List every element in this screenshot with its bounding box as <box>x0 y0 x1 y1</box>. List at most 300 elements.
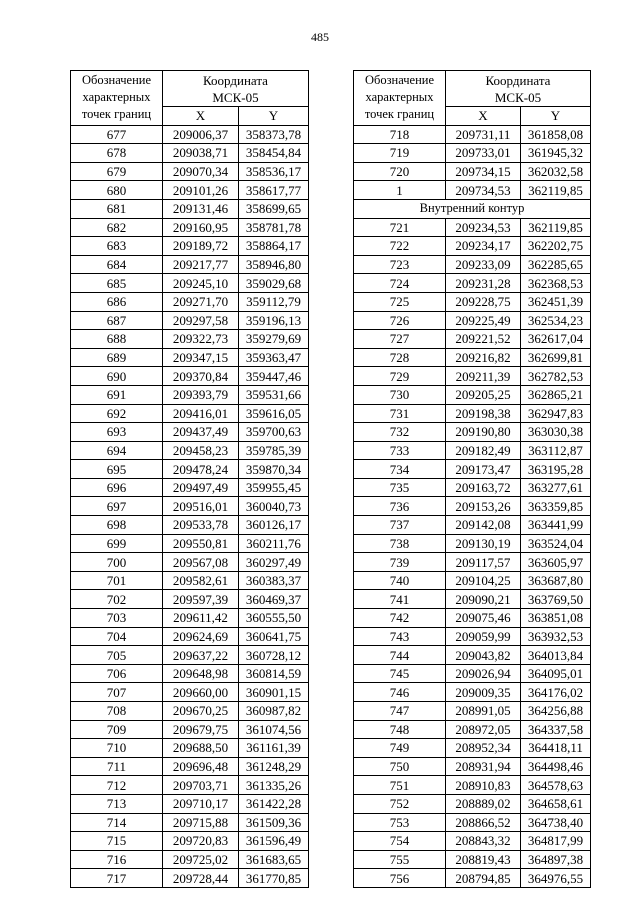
y-coordinate-cell: 363195,28 <box>521 460 591 479</box>
table-row <box>354 702 591 721</box>
x-coordinate-cell: 209733,01 <box>446 144 521 163</box>
y-coordinate-cell: 359279,69 <box>239 330 309 349</box>
point-number-cell: 684 <box>71 255 163 274</box>
y-coordinate-cell: 362617,04 <box>521 330 591 349</box>
y-coordinate-cell: 364176,02 <box>521 683 591 702</box>
x-coordinate-cell: 209478,24 <box>163 460 239 479</box>
x-coordinate-cell: 209734,53 <box>446 181 521 200</box>
point-number-cell: 683 <box>71 237 163 256</box>
table-row <box>71 255 309 274</box>
point-label-header <box>354 71 446 126</box>
point-number-cell: 712 <box>71 776 163 795</box>
x-coordinate-cell: 209624,69 <box>163 627 239 646</box>
table-row <box>71 702 309 721</box>
y-coordinate-cell: 359955,45 <box>239 478 309 497</box>
x-coordinate-cell: 209497,49 <box>163 478 239 497</box>
x-coordinate-cell: 209075,46 <box>446 609 521 628</box>
table-row <box>71 664 309 683</box>
y-coordinate-cell: 364256,88 <box>521 702 591 721</box>
table-row <box>354 385 591 404</box>
point-number-cell: 689 <box>71 348 163 367</box>
point-number-cell: 711 <box>71 757 163 776</box>
x-coordinate-cell: 209225,49 <box>446 311 521 330</box>
table-row <box>71 478 309 497</box>
point-number-cell: 685 <box>71 274 163 293</box>
point-number-cell: 681 <box>71 199 163 218</box>
point-number-cell: 726 <box>354 311 446 330</box>
point-number-cell: 699 <box>71 534 163 553</box>
x-coordinate-cell: 209216,82 <box>446 348 521 367</box>
point-number-cell: 742 <box>354 609 446 628</box>
table-row <box>71 553 309 572</box>
coordinate-label-line: МСК-05 <box>494 89 542 105</box>
y-coordinate-cell: 360469,37 <box>239 590 309 609</box>
table-row <box>71 144 309 163</box>
point-number-cell: 755 <box>354 850 446 869</box>
y-coordinate-cell: 360040,73 <box>239 497 309 516</box>
point-number-cell: 734 <box>354 460 446 479</box>
table-row <box>354 125 591 144</box>
y-coordinate-cell: 364658,61 <box>521 794 591 813</box>
y-coordinate-cell: 360901,15 <box>239 683 309 702</box>
x-coordinate-cell: 209234,17 <box>446 237 521 256</box>
table-row <box>71 330 309 349</box>
y-coordinate-cell: 359029,68 <box>239 274 309 293</box>
table-row <box>354 571 591 590</box>
point-number-cell: 688 <box>71 330 163 349</box>
point-number-cell: 719 <box>354 144 446 163</box>
point-number-cell: 678 <box>71 144 163 163</box>
point-number-cell: 729 <box>354 367 446 386</box>
table-row <box>71 423 309 442</box>
x-coordinate-cell: 209550,81 <box>163 534 239 553</box>
x-coordinate-cell: 209660,00 <box>163 683 239 702</box>
y-coordinate-cell: 364578,63 <box>521 776 591 795</box>
x-coordinate-cell: 209582,61 <box>163 571 239 590</box>
x-coordinate-cell: 209322,73 <box>163 330 239 349</box>
x-coordinate-cell: 209458,23 <box>163 441 239 460</box>
point-label-line: характерных <box>365 90 434 105</box>
point-number-cell: 724 <box>354 274 446 293</box>
y-coordinate-cell: 360555,50 <box>239 609 309 628</box>
coordinate-label-line: Координата <box>203 72 268 88</box>
x-coordinate-cell: 209130,19 <box>446 534 521 553</box>
y-coordinate-cell: 363030,38 <box>521 423 591 442</box>
point-number-cell: 677 <box>71 125 163 144</box>
inner-contour-label: Внутренний контур <box>354 199 591 218</box>
x-coordinate-cell: 208843,32 <box>446 832 521 851</box>
table-row <box>354 237 591 256</box>
table-row <box>71 813 309 832</box>
y-coordinate-cell: 358536,17 <box>239 162 309 181</box>
y-coordinate-cell: 360641,75 <box>239 627 309 646</box>
y-coordinate-cell: 361074,56 <box>239 720 309 739</box>
point-label-line: Обозначение <box>364 73 435 88</box>
x-coordinate-cell: 209038,71 <box>163 144 239 163</box>
x-coordinate-cell: 209688,50 <box>163 739 239 758</box>
y-coordinate-cell: 363932,53 <box>521 627 591 646</box>
right-table-body <box>354 125 591 887</box>
point-number-cell: 725 <box>354 292 446 311</box>
table-row <box>354 720 591 739</box>
x-coordinate-cell: 209234,53 <box>446 218 521 237</box>
point-number-cell: 708 <box>71 702 163 721</box>
x-coordinate-cell: 209516,01 <box>163 497 239 516</box>
table-row <box>354 534 591 553</box>
table-row <box>71 199 309 218</box>
y-coordinate-cell: 361683,65 <box>239 850 309 869</box>
table-row <box>354 850 591 869</box>
table-row <box>71 348 309 367</box>
point-number-cell: 709 <box>71 720 163 739</box>
y-coordinate-cell: 361161,39 <box>239 739 309 758</box>
x-coordinate-cell: 209393,79 <box>163 385 239 404</box>
x-coordinate-cell: 209160,95 <box>163 218 239 237</box>
table-row <box>354 646 591 665</box>
table-row <box>354 423 591 442</box>
coordinate-header <box>446 71 591 107</box>
x-coordinate-cell: 208910,83 <box>446 776 521 795</box>
x-coordinate-cell: 209437,49 <box>163 423 239 442</box>
point-number-cell: 713 <box>71 794 163 813</box>
x-coordinate-cell: 209703,71 <box>163 776 239 795</box>
y-coordinate-cell: 364897,38 <box>521 850 591 869</box>
y-coordinate-cell: 358864,17 <box>239 237 309 256</box>
x-coordinate-cell: 209059,99 <box>446 627 521 646</box>
point-number-cell: 701 <box>71 571 163 590</box>
point-number-cell: 682 <box>71 218 163 237</box>
table-row <box>354 478 591 497</box>
point-number-cell: 743 <box>354 627 446 646</box>
y-coordinate-cell: 359363,47 <box>239 348 309 367</box>
table-row <box>354 441 591 460</box>
y-coordinate-cell: 363277,61 <box>521 478 591 497</box>
table-row <box>354 832 591 851</box>
x-coordinate-cell: 209233,09 <box>446 255 521 274</box>
y-header: Y <box>239 107 309 126</box>
table-row <box>71 571 309 590</box>
point-number-cell: 715 <box>71 832 163 851</box>
y-header: Y <box>521 107 591 126</box>
point-number-cell: 745 <box>354 664 446 683</box>
table-row <box>71 404 309 423</box>
point-number-cell: 740 <box>354 571 446 590</box>
y-coordinate-cell: 360297,49 <box>239 553 309 572</box>
table-row <box>71 776 309 795</box>
table-row <box>354 739 591 758</box>
x-coordinate-cell: 209715,88 <box>163 813 239 832</box>
y-coordinate-cell: 362947,83 <box>521 404 591 423</box>
x-coordinate-cell: 209271,70 <box>163 292 239 311</box>
y-coordinate-cell: 362119,85 <box>521 218 591 237</box>
point-number-cell: 707 <box>71 683 163 702</box>
table-row <box>354 367 591 386</box>
point-number-cell: 744 <box>354 646 446 665</box>
x-coordinate-cell: 209173,47 <box>446 460 521 479</box>
table-row <box>71 162 309 181</box>
point-number-cell: 730 <box>354 385 446 404</box>
point-number-cell: 750 <box>354 757 446 776</box>
y-coordinate-cell: 362782,53 <box>521 367 591 386</box>
page-number: 485 <box>311 30 329 44</box>
point-number-cell: 687 <box>71 311 163 330</box>
point-number-cell: 736 <box>354 497 446 516</box>
x-coordinate-cell: 209370,84 <box>163 367 239 386</box>
y-coordinate-cell: 360814,59 <box>239 664 309 683</box>
table-row <box>354 757 591 776</box>
x-coordinate-cell: 209416,01 <box>163 404 239 423</box>
table-row <box>71 832 309 851</box>
y-coordinate-cell: 361335,26 <box>239 776 309 795</box>
y-coordinate-cell: 364976,55 <box>521 869 591 888</box>
table-row <box>71 125 309 144</box>
table-row <box>71 497 309 516</box>
left-table-body <box>71 125 309 887</box>
point-number-cell: 702 <box>71 590 163 609</box>
point-number-cell: 686 <box>71 292 163 311</box>
x-coordinate-cell: 209211,39 <box>446 367 521 386</box>
x-coordinate-cell: 209101,26 <box>163 181 239 200</box>
y-coordinate-cell: 363851,08 <box>521 609 591 628</box>
x-coordinate-cell: 209567,08 <box>163 553 239 572</box>
y-coordinate-cell: 360987,82 <box>239 702 309 721</box>
table-row <box>354 794 591 813</box>
x-coordinate-cell: 209710,17 <box>163 794 239 813</box>
point-number-cell: 739 <box>354 553 446 572</box>
coordinate-header <box>163 71 309 107</box>
point-label-line: характерных <box>82 90 151 105</box>
y-coordinate-cell: 358373,78 <box>239 125 309 144</box>
point-number-cell: 735 <box>354 478 446 497</box>
point-number-cell: 692 <box>71 404 163 423</box>
y-coordinate-cell: 364418,11 <box>521 739 591 758</box>
x-coordinate-cell: 209090,21 <box>446 590 521 609</box>
y-coordinate-cell: 361422,28 <box>239 794 309 813</box>
table-row <box>71 720 309 739</box>
x-coordinate-cell: 208972,05 <box>446 720 521 739</box>
table-row <box>354 497 591 516</box>
table-row <box>354 144 591 163</box>
x-coordinate-cell: 209696,48 <box>163 757 239 776</box>
point-number-cell: 695 <box>71 460 163 479</box>
point-number-cell: 717 <box>71 869 163 888</box>
x-coordinate-cell: 208819,43 <box>446 850 521 869</box>
point-number-cell: 748 <box>354 720 446 739</box>
table-row <box>354 553 591 572</box>
point-number-cell: 751 <box>354 776 446 795</box>
y-coordinate-cell: 361509,36 <box>239 813 309 832</box>
inner-contour-row <box>354 199 591 218</box>
table-row <box>354 683 591 702</box>
y-coordinate-cell: 363441,99 <box>521 516 591 535</box>
table-row <box>354 404 591 423</box>
x-coordinate-cell: 209163,72 <box>446 478 521 497</box>
x-coordinate-cell: 209734,15 <box>446 162 521 181</box>
x-coordinate-cell: 209131,46 <box>163 199 239 218</box>
table-row <box>71 739 309 758</box>
y-coordinate-cell: 364337,58 <box>521 720 591 739</box>
point-number-cell: 749 <box>354 739 446 758</box>
point-number-cell: 706 <box>71 664 163 683</box>
table-row <box>354 460 591 479</box>
x-coordinate-cell: 209006,37 <box>163 125 239 144</box>
y-coordinate-cell: 359112,79 <box>239 292 309 311</box>
x-coordinate-cell: 209189,72 <box>163 237 239 256</box>
x-coordinate-cell: 209153,26 <box>446 497 521 516</box>
table-row <box>354 162 591 181</box>
point-number-cell: 728 <box>354 348 446 367</box>
x-coordinate-cell: 209611,42 <box>163 609 239 628</box>
table-row <box>71 627 309 646</box>
table-row <box>71 460 309 479</box>
x-coordinate-cell: 209731,11 <box>446 125 521 144</box>
table-row <box>354 274 591 293</box>
point-label-line: Обозначение <box>81 73 152 88</box>
coordinate-label-line: Координата <box>485 72 551 88</box>
y-coordinate-cell: 364498,46 <box>521 757 591 776</box>
x-coordinate-cell: 208952,34 <box>446 739 521 758</box>
table-row <box>354 813 591 832</box>
coordinates-table-left <box>70 70 309 888</box>
table-row <box>354 590 591 609</box>
point-number-cell: 722 <box>354 237 446 256</box>
x-coordinate-cell: 209182,49 <box>446 441 521 460</box>
y-coordinate-cell: 360126,17 <box>239 516 309 535</box>
y-coordinate-cell: 360728,12 <box>239 646 309 665</box>
y-coordinate-cell: 364095,01 <box>521 664 591 683</box>
point-number-cell: 704 <box>71 627 163 646</box>
table-row <box>354 869 591 888</box>
x-coordinate-cell: 209142,08 <box>446 516 521 535</box>
table-row <box>354 255 591 274</box>
coordinate-label-line: МСК-05 <box>212 89 259 105</box>
y-coordinate-cell: 362032,58 <box>521 162 591 181</box>
point-number-cell: 703 <box>71 609 163 628</box>
x-coordinate-cell: 209347,15 <box>163 348 239 367</box>
table-row <box>71 441 309 460</box>
y-coordinate-cell: 363524,04 <box>521 534 591 553</box>
x-coordinate-cell: 209679,75 <box>163 720 239 739</box>
y-coordinate-cell: 359700,63 <box>239 423 309 442</box>
point-number-cell: 710 <box>71 739 163 758</box>
point-number-cell: 732 <box>354 423 446 442</box>
point-number-cell: 727 <box>354 330 446 349</box>
point-number-cell: 1 <box>354 181 446 200</box>
x-coordinate-cell: 208991,05 <box>446 702 521 721</box>
x-coordinate-cell: 208866,52 <box>446 813 521 832</box>
table-row <box>71 516 309 535</box>
y-coordinate-cell: 358946,80 <box>239 255 309 274</box>
table-row <box>71 274 309 293</box>
x-header: X <box>163 107 239 126</box>
y-coordinate-cell: 359447,46 <box>239 367 309 386</box>
point-number-cell: 679 <box>71 162 163 181</box>
x-coordinate-cell: 208794,85 <box>446 869 521 888</box>
x-coordinate-cell: 209720,83 <box>163 832 239 851</box>
point-number-cell: 733 <box>354 441 446 460</box>
y-coordinate-cell: 363687,80 <box>521 571 591 590</box>
y-coordinate-cell: 361858,08 <box>521 125 591 144</box>
y-coordinate-cell: 364738,40 <box>521 813 591 832</box>
table-row <box>71 757 309 776</box>
table-row <box>71 292 309 311</box>
point-number-cell: 698 <box>71 516 163 535</box>
x-coordinate-cell: 209217,77 <box>163 255 239 274</box>
point-number-cell: 680 <box>71 181 163 200</box>
y-coordinate-cell: 359870,34 <box>239 460 309 479</box>
point-number-cell: 693 <box>71 423 163 442</box>
point-number-cell: 694 <box>71 441 163 460</box>
point-number-cell: 691 <box>71 385 163 404</box>
x-coordinate-cell: 209648,98 <box>163 664 239 683</box>
x-coordinate-cell: 209205,25 <box>446 385 521 404</box>
point-number-cell: 700 <box>71 553 163 572</box>
point-number-cell: 741 <box>354 590 446 609</box>
x-coordinate-cell: 209231,28 <box>446 274 521 293</box>
x-coordinate-cell: 209043,82 <box>446 646 521 665</box>
x-coordinate-cell: 209009,35 <box>446 683 521 702</box>
x-coordinate-cell: 209597,39 <box>163 590 239 609</box>
table-row <box>354 330 591 349</box>
y-coordinate-cell: 361770,85 <box>239 869 309 888</box>
point-number-cell: 753 <box>354 813 446 832</box>
x-coordinate-cell: 209104,25 <box>446 571 521 590</box>
point-number-cell: 731 <box>354 404 446 423</box>
y-coordinate-cell: 362534,23 <box>521 311 591 330</box>
table-row <box>71 367 309 386</box>
table-row <box>71 534 309 553</box>
x-coordinate-cell: 209117,57 <box>446 553 521 572</box>
y-coordinate-cell: 363112,87 <box>521 441 591 460</box>
table-row <box>354 311 591 330</box>
x-coordinate-cell: 209245,10 <box>163 274 239 293</box>
y-coordinate-cell: 362699,81 <box>521 348 591 367</box>
x-coordinate-cell: 209728,44 <box>163 869 239 888</box>
x-coordinate-cell: 209070,34 <box>163 162 239 181</box>
y-coordinate-cell: 359785,39 <box>239 441 309 460</box>
y-coordinate-cell: 359616,05 <box>239 404 309 423</box>
table-row <box>354 218 591 237</box>
table-row <box>71 181 309 200</box>
x-coordinate-cell: 209190,80 <box>446 423 521 442</box>
y-coordinate-cell: 362285,65 <box>521 255 591 274</box>
y-coordinate-cell: 363605,97 <box>521 553 591 572</box>
point-number-cell: 721 <box>354 218 446 237</box>
y-coordinate-cell: 358617,77 <box>239 181 309 200</box>
table-row <box>354 609 591 628</box>
y-coordinate-cell: 359196,13 <box>239 311 309 330</box>
table-row <box>354 348 591 367</box>
point-number-cell: 746 <box>354 683 446 702</box>
table-row <box>354 516 591 535</box>
y-coordinate-cell: 358699,65 <box>239 199 309 218</box>
table-row <box>354 776 591 795</box>
table-row <box>71 311 309 330</box>
point-number-cell: 718 <box>354 125 446 144</box>
table-row <box>354 292 591 311</box>
y-coordinate-cell: 360211,76 <box>239 534 309 553</box>
table-row <box>354 181 591 200</box>
y-coordinate-cell: 363359,85 <box>521 497 591 516</box>
point-number-cell: 737 <box>354 516 446 535</box>
point-number-cell: 747 <box>354 702 446 721</box>
point-number-cell: 752 <box>354 794 446 813</box>
y-coordinate-cell: 359531,66 <box>239 385 309 404</box>
point-number-cell: 754 <box>354 832 446 851</box>
table-row <box>354 664 591 683</box>
table-row <box>71 609 309 628</box>
y-coordinate-cell: 361945,32 <box>521 144 591 163</box>
